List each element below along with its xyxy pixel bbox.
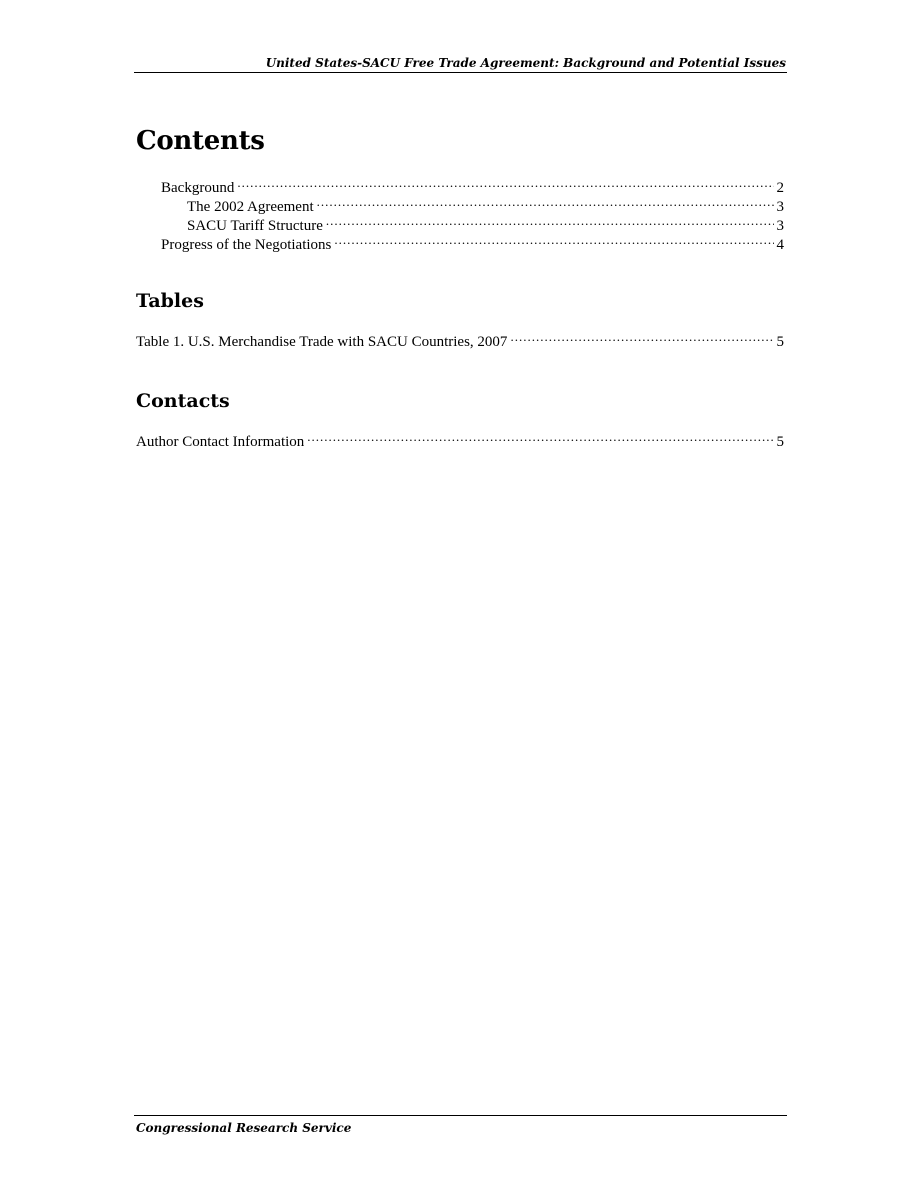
tables-heading: Tables [136, 290, 204, 312]
toc-page-number: 3 [776, 199, 784, 215]
toc-page-number: 3 [776, 218, 784, 234]
toc-page-number: 2 [776, 180, 784, 196]
toc-leader-dots [317, 192, 774, 211]
contents-list [136, 173, 784, 253]
footer-rule [134, 1115, 787, 1116]
toc-entry-label: Author Contact Information [136, 434, 305, 450]
contacts-list [136, 427, 784, 450]
toc-entry-label: Table 1. U.S. Merchandise Trade with SACU Countries, 2007 [136, 334, 508, 350]
running-header: United States-SACU Free Trade Agreement: Background and Potential Issues [265, 56, 786, 70]
toc-leader-dots [307, 427, 773, 446]
toc-leader-dots [510, 327, 773, 346]
toc-entry-table-1[interactable] [136, 327, 784, 350]
toc-page-number: 5 [776, 334, 784, 350]
header-rule [134, 72, 787, 73]
tables-list [136, 327, 784, 350]
toc-page-number: 5 [776, 434, 784, 450]
toc-entry-label: Background [161, 180, 235, 196]
contents-heading: Contents [136, 126, 265, 156]
toc-leader-dots [326, 211, 774, 230]
contacts-heading: Contacts [136, 390, 230, 412]
toc-page-number: 4 [776, 237, 784, 253]
toc-leader-dots [334, 230, 773, 249]
toc-leader-dots [237, 173, 773, 192]
running-footer: Congressional Research Service [136, 1121, 352, 1135]
toc-entry-background[interactable] [136, 173, 784, 196]
toc-entry-label: Progress of the Negotiations [161, 237, 332, 253]
toc-entry-label: The 2002 Agreement [187, 199, 314, 215]
toc-entry-author-contact[interactable] [136, 427, 784, 450]
toc-entry-label: SACU Tariff Structure [187, 218, 323, 234]
